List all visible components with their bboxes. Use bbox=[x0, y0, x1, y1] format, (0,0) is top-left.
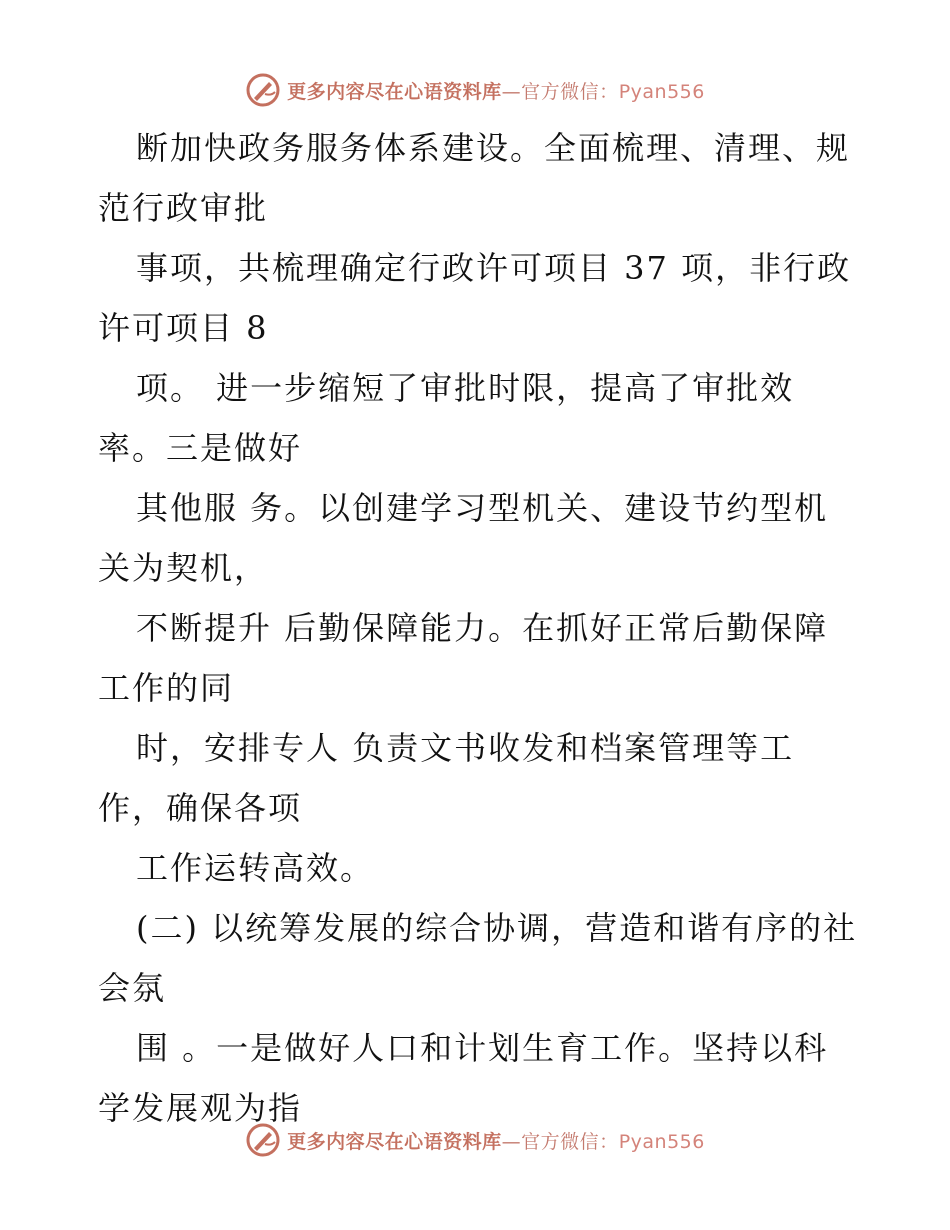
text-line: 会氛 bbox=[98, 969, 167, 1007]
text-line: 率。三是做好 bbox=[98, 429, 303, 467]
watermark-dash: — bbox=[501, 80, 522, 103]
text-line: 关为契机， bbox=[98, 549, 269, 587]
text-line: 工作运转高效。 bbox=[136, 849, 375, 887]
header-watermark bbox=[0, 70, 950, 110]
watermark-text bbox=[287, 1127, 705, 1154]
text-line: 作，确保各项 bbox=[98, 789, 303, 827]
text-line: 学发展观为指 bbox=[98, 1089, 303, 1127]
text-line: 工作的同 bbox=[98, 669, 235, 707]
text-line: 时，安排专人 负责文书收发和档案管理等工 bbox=[136, 729, 795, 767]
text-line: 断加快政务服务体系建设。全面梳理、清理、规 bbox=[136, 129, 851, 167]
text-line: 许可项目 8 bbox=[98, 309, 269, 347]
watermark-main: 更多内容尽在心语资料库 bbox=[287, 80, 502, 103]
section-heading-line: (二) 以统筹发展的综合协调，营造和谐有序的社 bbox=[136, 909, 858, 947]
watermark-official: 官方微信： bbox=[521, 80, 619, 103]
text-line: 范行政审批 bbox=[98, 189, 269, 227]
text-line: 其他服 务。以创建学习型机关、建设节约型机 bbox=[136, 489, 829, 527]
document-body bbox=[98, 118, 858, 1138]
watermark-official: 官方微信： bbox=[521, 1130, 619, 1153]
text-line: 项。 进一步缩短了审批时限，提高了审批效 bbox=[136, 369, 795, 407]
watermark-dash: — bbox=[501, 1130, 522, 1153]
text-line: 围 。一是做好人口和计划生育工作。坚持以科 bbox=[136, 1029, 829, 1067]
footer-watermark bbox=[0, 1120, 950, 1160]
pen-seal-icon bbox=[245, 72, 281, 108]
watermark-text bbox=[287, 77, 705, 104]
text-line: 事项，共梳理确定行政许可项目 37 项，非行政 bbox=[136, 249, 852, 287]
pen-seal-icon bbox=[245, 1122, 281, 1158]
watermark-id: Pyan556 bbox=[618, 1130, 705, 1153]
watermark-main: 更多内容尽在心语资料库 bbox=[287, 1130, 502, 1153]
watermark-id: Pyan556 bbox=[618, 80, 705, 103]
text-line: 不断提升 后勤保障能力。在抓好正常后勤保障 bbox=[136, 609, 829, 647]
